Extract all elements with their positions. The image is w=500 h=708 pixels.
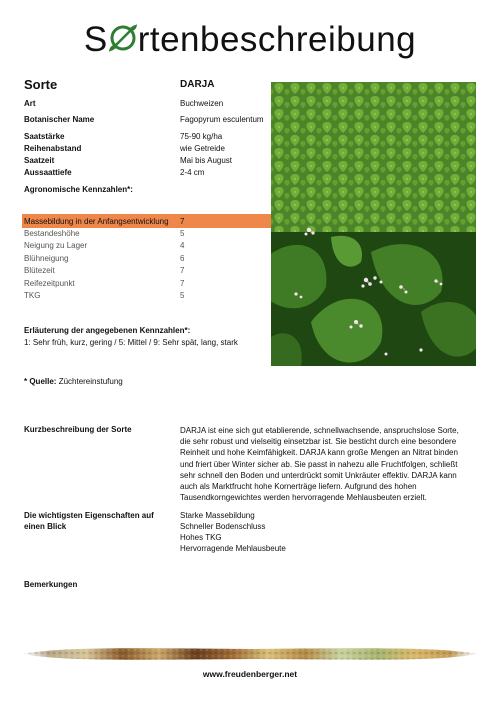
kurzbeschreibung-line: DARJA ist eine sich gut etablierende, schnellwachsende, anspruchslose Sorte, — [180, 426, 459, 435]
kurzbeschreibung-text — [180, 425, 480, 503]
seed-logo-icon — [107, 21, 139, 55]
agronomic-row-label: Bestandeshöhe — [24, 229, 80, 238]
eigenschaften-label-line1: Die wichtigsten Eigenschaften auf — [24, 511, 154, 520]
agronomic-row-label: TKG — [24, 291, 41, 300]
eigenschaften-item: Hohes TKG — [180, 533, 222, 542]
kurzbeschreibung-line: und friert über Winter sicher ab. Sie passt in nahezu alle Fruchtfolgen, schließt — [180, 459, 458, 469]
detail-value-botanischer-name: Fagopyrum esculentum — [180, 115, 264, 124]
kurzbeschreibung-line: Tausendkorngewichtes werden hervorragende Mehlausbeuten erzielt. — [180, 493, 427, 503]
agronomic-row-label: Reifezeitpunkt — [24, 279, 75, 288]
eigenschaften-item: Starke Massebildung — [180, 511, 255, 520]
eigenschaften-item: Schneller Bodenschluss — [180, 522, 266, 531]
detail-label-botanischer-name: Botanischer Name — [24, 115, 95, 124]
agronomic-row-value: 5 — [180, 291, 185, 300]
sorte-value: DARJA — [180, 79, 215, 90]
kurzbeschreibung-line: sehr schnell den Boden und unterdrückt somit Unkräuter effektiv. DARJA kann — [180, 470, 457, 480]
kurzbeschreibung-line: Reinheit und hohe Keimfähigkeit. DARJA kann große Mengen an Nitrat binden — [180, 448, 458, 458]
agronomic-row-label: Blühneigung — [24, 254, 69, 263]
explanation-heading: Erläuterung der angegebenen Kennzahlen*: — [24, 326, 191, 335]
detail-value-saatzeit: Mai bis August — [180, 156, 233, 165]
agronomic-row-value: 6 — [180, 254, 185, 263]
source-value: Züchtereinstufung — [58, 377, 123, 386]
detail-label-saatstaerke: Saatstärke — [24, 132, 65, 141]
seed-strip-image — [22, 645, 478, 663]
agronomic-row-value: 7 — [180, 266, 185, 275]
agronomic-row-value: 7 — [180, 279, 185, 288]
detail-value-reihenabstand: wie Getreide — [180, 144, 225, 153]
detail-value-aussaattiefe: 2-4 cm — [180, 168, 205, 177]
eigenschaften-item: Hervorragende Mehlausbeute — [180, 544, 286, 553]
source-line — [24, 377, 123, 387]
agronomic-row-value: 7 — [180, 217, 185, 226]
title-prefix: S — [83, 20, 108, 59]
explanation-text: 1: Sehr früh, kurz, gering / 5: Mittel / 9: Sehr spät, lang, stark — [24, 338, 238, 347]
detail-label-saatzeit: Saatzeit — [24, 156, 55, 165]
source-label: * Quelle: — [24, 377, 57, 386]
agronomic-row-value: 5 — [180, 229, 185, 238]
page-title — [0, 20, 500, 60]
sorte-label: Sorte — [24, 77, 58, 92]
detail-value-saatstaerke: 75-90 kg/ha — [180, 132, 223, 141]
footer-url[interactable]: www.freudenberger.net — [202, 669, 298, 679]
kurzbeschreibung-line: auch als Marktfrucht hohe Kornerträge liefern. Aufgrund des hohen — [180, 482, 417, 492]
kurzbeschreibung-label: Kurzbeschreibung der Sorte — [24, 425, 132, 434]
agronomic-row-label: Neigung zu Lager — [24, 241, 88, 250]
agronomic-row-label: Massebildung in der Anfangsentwicklung — [24, 217, 169, 226]
agronomic-row-label: Blütezeit — [24, 266, 55, 275]
eigenschaften-label-line2: einen Blick — [24, 522, 67, 531]
detail-label-art: Art — [24, 99, 36, 108]
title-suffix: rtenbeschreibung — [137, 20, 417, 59]
detail-label-aussaattiefe: Aussaattiefe — [24, 168, 72, 177]
agronomic-row-value: 4 — [180, 241, 185, 250]
buckwheat-photo — [271, 82, 476, 366]
detail-value-art: Buchweizen — [180, 99, 224, 108]
kurzbeschreibung-line: die sehr robust und vielseitig einsetzbar ist. Sie besticht durch eine besondere — [180, 437, 457, 447]
agronomic-heading: Agronomische Kennzahlen*: — [24, 185, 133, 194]
detail-label-reihenabstand: Reihenabstand — [24, 144, 82, 153]
bemerkungen-label: Bemerkungen — [24, 580, 78, 589]
